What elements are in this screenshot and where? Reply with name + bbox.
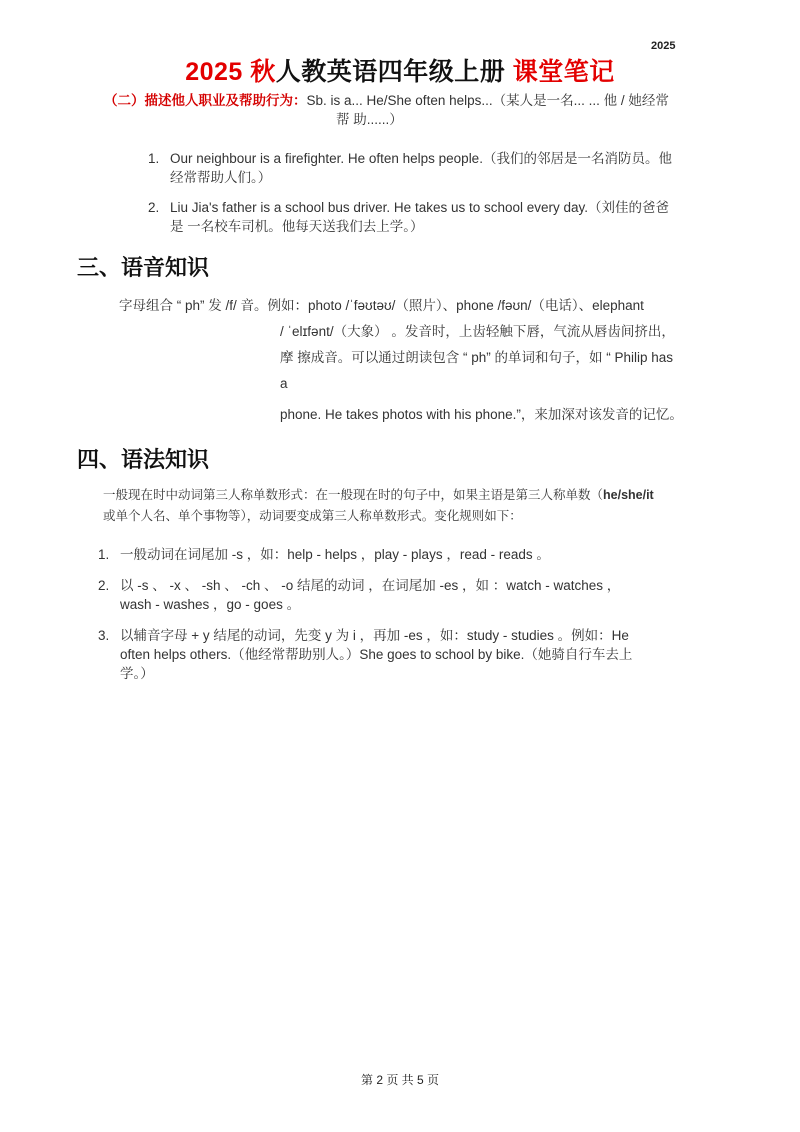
title-notes: 课堂笔记 — [512, 58, 615, 86]
rule-text-line2: often helps others.（他经常帮助别人。）She goes to school by bike.（她骑自行车去上 — [120, 647, 633, 662]
grammar-rule-2 — [98, 576, 718, 616]
example-text-line1: Liu Jia's father is a school bus driver. He takes us to school every day.（刘佳的爸爸 — [170, 200, 670, 215]
grammar-intro — [103, 485, 743, 527]
subheading-text-line2: 帮 助......） — [336, 112, 403, 127]
title-book-name: 人教英语四年级上册 — [275, 58, 506, 86]
title-year-season: 2025 秋 — [185, 58, 276, 86]
grammar-intro-line2: 或单个人名、单个事物等），动词要变成第三人称单数形式。变化规则如下： — [103, 509, 522, 523]
phonics-line-3: 摩 擦成音。可以通过朗读包含 “ ph” 的单词和句子，如 “ Philip has — [280, 350, 674, 365]
page-number-footer: 第 2 页 共 5 页 — [360, 1073, 440, 1087]
phonics-line-4: a — [280, 376, 288, 391]
rule-text-line1: 以 -s 、 -x 、 -sh 、 -ch 、 -o 结尾的动词 ，在词尾加 -es ，如 ：watch - watches ， — [120, 578, 621, 593]
rule-number: 2. — [98, 578, 110, 593]
subheading — [104, 91, 724, 129]
phonics-line-5: phone. He takes photos with his phone.”，来加深对该发音的记忆。 — [280, 407, 683, 422]
rule-text-line2: wash - washes ，go - goes 。 — [120, 597, 301, 612]
rule-number: 3. — [98, 628, 110, 643]
subheading-text-line1: Sb. is a... He/She often helps...（某人是一名... ... 他 / 她经常 — [306, 93, 669, 108]
rule-text-line1: 一般动词在词尾加 -s ，如：help - helps ，play - plays ，read - reads 。 — [120, 547, 550, 562]
example-number: 2. — [148, 200, 160, 215]
page-title — [0, 52, 800, 88]
section-heading-phonics: 三、语音知识 — [77, 256, 210, 281]
grammar-intro-line1: 一般现在时中动词第三人称单数形式：在一般现在时的句子中，如果主语是第三人称单数（ — [103, 488, 604, 502]
rule-number: 1. — [98, 547, 110, 562]
grammar-intro-pronouns: he/she/it — [603, 488, 654, 502]
example-number: 1. — [148, 151, 160, 166]
section-heading-grammar: 四、语法知识 — [77, 448, 210, 473]
grammar-rule-3 — [98, 626, 718, 686]
example-item-1 — [148, 149, 748, 189]
example-item-2 — [148, 198, 748, 238]
subheading-label: （二）描述他人职业及帮助行为： — [104, 93, 307, 108]
rule-text-line3: 学。） — [120, 666, 154, 681]
example-text-line2: 是 一名校车司机。他每天送我们去上学。） — [170, 219, 424, 234]
header-year-tag: 2025 — [651, 40, 676, 52]
rule-text-line1: 以辅音字母 + y 结尾的动词，先变 y 为 i ，再加 -es ，如：study - studies 。例如：He — [120, 628, 629, 643]
phonics-line-2: / ˈelɪfənt/（大象） 。发音时，上齿轻触下唇，气流从唇齿间挤出， — [280, 324, 675, 339]
example-text-line1: Our neighbour is a firefighter. He often helps people.（我们的邻居是一名消防员。他 — [170, 151, 672, 166]
phonics-line-1: 字母组合 “ ph” 发 /f/ 音。例如：photo /ˈfəʊtəʊ/（照片）、phone /fəʊn/（电话）、elephant — [119, 298, 644, 313]
grammar-rule-1 — [98, 545, 718, 565]
example-text-line2: 经常帮助人们。） — [170, 170, 272, 185]
